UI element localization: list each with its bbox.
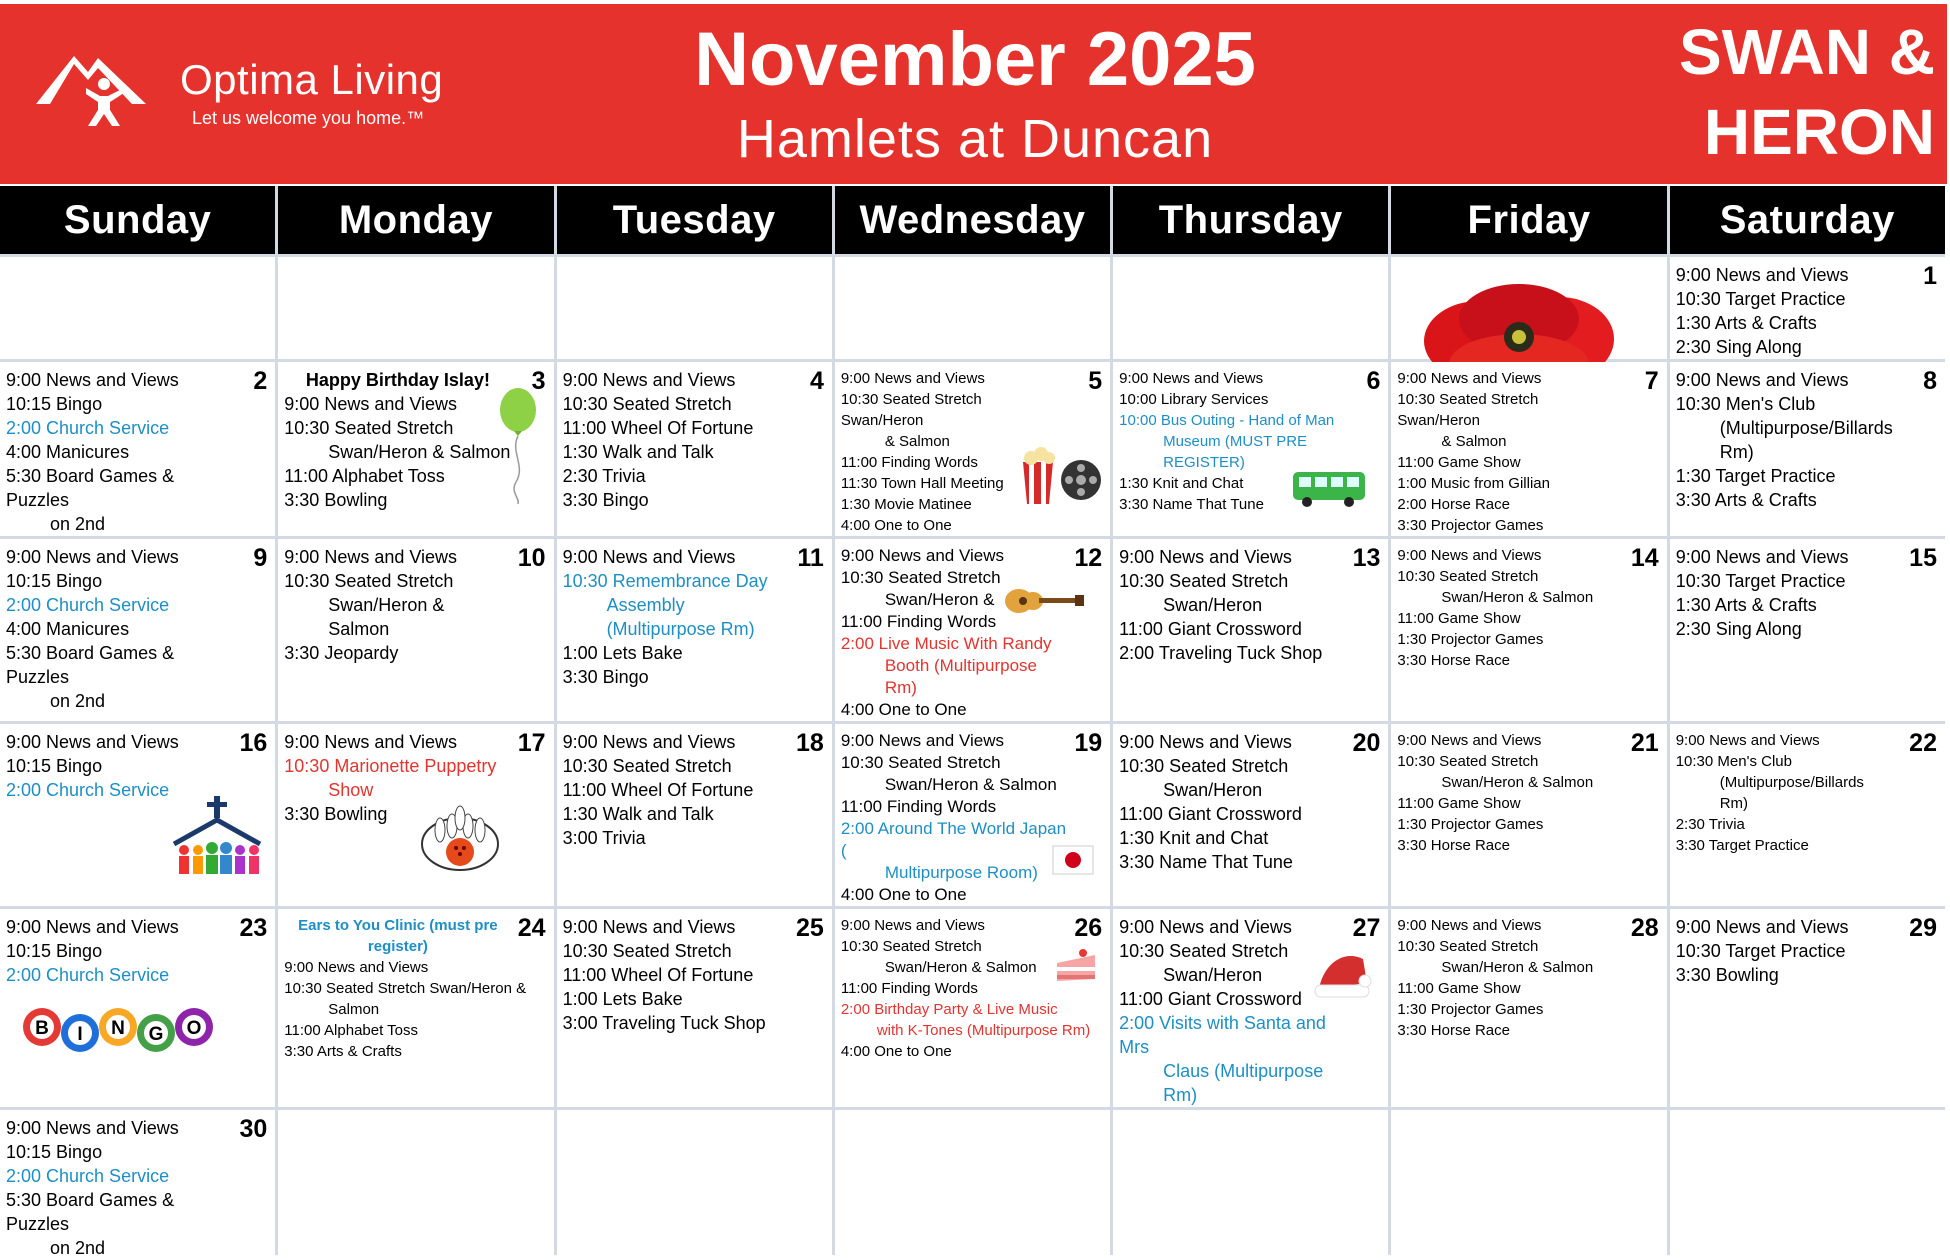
event: 9:00 News and Views — [1397, 370, 1542, 387]
event: on 2nd — [50, 514, 106, 534]
empty-day-cell — [557, 257, 832, 359]
event: Swan/Heron & Salmon — [1441, 774, 1594, 791]
event: 11:00 Giant Crossword — [1119, 804, 1302, 824]
day-number: 23 — [239, 914, 268, 942]
event: 4:00 Manicures — [6, 442, 130, 462]
empty-day-cell — [1113, 257, 1388, 359]
event: 9:00 News and Views — [284, 547, 458, 567]
month-title: November 2025 — [694, 17, 1256, 102]
event: 9:00 News and Views — [840, 917, 985, 934]
event: 3:30 Bowling — [284, 804, 388, 824]
day-number: 18 — [796, 729, 824, 757]
event: 10:15 Bingo — [6, 571, 103, 591]
event: Swan/Heron — [1163, 595, 1263, 615]
day-number: 2 — [253, 367, 268, 395]
event: Rm) — [1719, 795, 1749, 812]
day-number: 30 — [239, 1115, 268, 1143]
event: 2:30 Sing Along — [1675, 619, 1802, 639]
event: 11:00 Finding Words — [840, 454, 978, 471]
event: 2:30 Sing Along — [1675, 337, 1802, 357]
day-number: 19 — [1074, 729, 1103, 757]
event: 3:00 Trivia — [562, 828, 646, 848]
day-cell-24 — [278, 909, 553, 1107]
event: 2:00 Birthday Party & Live Music — [840, 1001, 1058, 1018]
empty-day-cell — [1391, 1110, 1666, 1260]
day-cell-2 — [0, 362, 275, 536]
event: 9:00 News and Views — [1675, 732, 1820, 749]
mountain-person-icon — [36, 44, 176, 129]
day-number: 9 — [253, 544, 268, 572]
event: 4:00 One to One — [840, 885, 967, 904]
event: 10:00 Bus Outing - Hand of Man — [1119, 412, 1335, 429]
event: 10:30 Remembrance Day — [562, 571, 768, 591]
day-cell-3 — [278, 362, 553, 536]
church-family-icon — [170, 794, 266, 878]
day-number: 12 — [1074, 544, 1103, 572]
event: 9:00 News and Views — [1397, 547, 1542, 564]
event: 11:00 Game Show — [1397, 610, 1521, 627]
event: 10:30 Target Practice — [1675, 941, 1846, 961]
day-number: 11 — [797, 544, 824, 572]
event: Swan/Heron & — [884, 590, 995, 609]
event: 11:00 Wheel Of Fortune — [562, 965, 754, 985]
balloon-icon — [496, 386, 540, 506]
day-number: 22 — [1909, 729, 1937, 757]
location-subtitle: Hamlets at Duncan — [736, 109, 1214, 169]
day-cell-22 — [1670, 724, 1945, 906]
event: 9:00 News and Views — [840, 546, 1005, 565]
day-number: 13 — [1352, 544, 1381, 572]
event: 1:30 Arts & Crafts — [1675, 595, 1817, 615]
event: 9:00 News and Views — [1119, 917, 1292, 937]
event: 3:30 Horse Race — [1397, 652, 1510, 669]
event: 9:00 News and Views — [284, 394, 458, 414]
event: 5:30 Board Games & Puzzles — [6, 643, 175, 687]
event: 10:30 Seated Stretch — [1397, 753, 1539, 770]
event: 1:30 Projector Games — [1397, 816, 1544, 833]
event: 2:00 Church Service — [6, 965, 170, 985]
day-number: 21 — [1630, 729, 1659, 757]
event: 9:00 News and Views — [6, 732, 179, 752]
event: 9:00 News and Views — [840, 370, 985, 387]
event: REGISTER) — [1163, 454, 1245, 471]
event: 1:30 Projector Games — [1397, 631, 1544, 648]
event: 10:30 Seated Stretch — [1397, 938, 1539, 955]
event: Rm) — [1719, 442, 1754, 462]
event: 10:15 Bingo — [6, 756, 103, 776]
event: Swan/Heron & Salmon — [884, 775, 1057, 794]
event: & Salmon — [884, 433, 950, 450]
event: Swan/Heron & Salmon — [1441, 589, 1594, 606]
day-cell-16 — [0, 724, 275, 906]
day-cell-4 — [557, 362, 832, 536]
event: 3:30 Bingo — [562, 667, 649, 687]
day-cell-14 — [1391, 539, 1666, 721]
event: 9:00 News and Views — [6, 547, 179, 567]
day-number: 20 — [1352, 729, 1381, 757]
event: 2:00 Around The World Japan ( — [840, 819, 1067, 860]
day-cell-8 — [1670, 362, 1945, 536]
day-number: 25 — [796, 914, 824, 942]
event: 11:00 Finding Words — [840, 797, 997, 816]
event: 9:00 News and Views — [1675, 265, 1849, 285]
day-number: 8 — [1923, 367, 1937, 395]
event: 1:00 Lets Bake — [562, 989, 683, 1009]
day-cell-15 — [1670, 539, 1945, 721]
empty-day-cell — [278, 1110, 553, 1260]
bingo-balls-icon — [20, 1005, 220, 1053]
event: 2:30 Trivia — [562, 466, 646, 486]
movie-popcorn-icon — [1019, 446, 1103, 506]
event: 10:30 Seated Stretch — [1119, 571, 1289, 591]
empty-day-cell — [835, 1110, 1110, 1260]
event: 9:00 News and Views — [284, 732, 458, 752]
event: 10:30 Seated Stretch — [1397, 568, 1539, 585]
event: 5:30 Board Games & Puzzles — [6, 466, 175, 510]
event: 1:30 Target Practice — [1675, 466, 1836, 486]
event: 11:00 Alphabet Toss — [284, 1022, 418, 1039]
event: Swan/Heron & Salmon — [1441, 959, 1594, 976]
event: 10:30 Seated Stretch — [562, 756, 732, 776]
unit-line-1: SWAN & — [1679, 16, 1935, 88]
event: 9:00 News and Views — [284, 959, 429, 976]
day-number: 26 — [1074, 914, 1103, 942]
optima-living-logo — [36, 44, 456, 154]
brand-name: Optima Living — [180, 56, 444, 103]
event: 9:00 News and Views — [1675, 547, 1849, 567]
event: 11:00 Giant Crossword — [1119, 619, 1302, 639]
bingo-letter: I — [77, 1024, 83, 1045]
day-header-sunday: Sunday — [0, 186, 275, 254]
event: Swan/Heron & Salmon — [884, 959, 1037, 976]
day-cell-6 — [1113, 362, 1388, 536]
event: 10:30 Seated Stretch — [562, 394, 732, 414]
day-cell-19 — [835, 724, 1110, 906]
event: (Multipurpose/Billards — [1719, 774, 1864, 791]
event: 10:30 Seated Stretch — [840, 568, 1001, 587]
event: 2:00 Visits with Santa and Mrs — [1119, 1013, 1326, 1057]
event: 2:30 Trivia — [1675, 816, 1745, 833]
event: 9:00 News and Views — [1397, 917, 1542, 934]
event: & Salmon — [1441, 433, 1507, 450]
event: 9:00 News and Views — [1675, 370, 1849, 390]
event: 3:30 Horse Race — [1397, 837, 1510, 854]
event: 10:30 Seated Stretch — [562, 941, 732, 961]
event: Swan/Heron — [1163, 965, 1263, 985]
day-number: 16 — [239, 729, 268, 757]
event: Ears to You Clinic (must pre — [298, 917, 498, 934]
event: 10:30 Seated Stretch — [284, 571, 454, 591]
day-cell-20 — [1113, 724, 1388, 906]
event: 1:30 Knit and Chat — [1119, 828, 1269, 848]
event: 10:30 Seated Stretch — [840, 753, 1001, 772]
event: 9:00 News and Views — [562, 370, 736, 390]
event: 10:30 Men's Club — [1675, 753, 1792, 770]
day-cell-27 — [1113, 909, 1388, 1107]
event: 3:30 Target Practice — [1675, 837, 1809, 854]
day-number: 5 — [1088, 367, 1103, 395]
calendar-header — [0, 4, 1947, 184]
event: 1:00 Music from Gillian — [1397, 475, 1550, 492]
event: 9:00 News and Views — [562, 917, 736, 937]
event: 9:00 News and Views — [6, 370, 179, 390]
event: 2:00 Horse Race — [1397, 496, 1510, 513]
japan-flag-icon — [1053, 846, 1093, 874]
empty-day-cell — [557, 1110, 832, 1260]
day-cell-23 — [0, 909, 275, 1107]
event: 9:00 News and Views — [562, 732, 736, 752]
empty-day-cell — [278, 257, 553, 359]
day-cell-12 — [835, 539, 1110, 721]
event: 1:30 Walk and Talk — [562, 804, 714, 824]
day-number: 7 — [1644, 367, 1659, 395]
event: 9:00 News and Views — [1675, 917, 1849, 937]
event: 9:00 News and Views — [6, 1118, 179, 1138]
unit-line-2: HERON — [1703, 96, 1935, 168]
bowling-icon — [418, 798, 502, 874]
day-header-friday: Friday — [1391, 186, 1666, 254]
day-header-monday: Monday — [278, 186, 553, 254]
day-number: 6 — [1366, 367, 1381, 395]
event: 10:30 Seated Stretch — [1119, 756, 1289, 776]
bingo-letter: G — [148, 1024, 164, 1045]
day-number: 1 — [1923, 262, 1937, 290]
event: 1:30 Movie Matinee — [840, 496, 972, 513]
guitar-icon — [1003, 583, 1085, 617]
event: 2:00 Live Music With Randy — [840, 634, 1052, 653]
day-cell-1 — [1670, 257, 1945, 359]
day-cell-26 — [835, 909, 1110, 1107]
event: Happy Birthday Islay! — [305, 370, 490, 390]
day-cell-13 — [1113, 539, 1388, 721]
event: 1:30 Walk and Talk — [562, 442, 714, 462]
day-number: 15 — [1909, 544, 1937, 572]
event: 2:00 Church Service — [6, 780, 170, 800]
day-number: 28 — [1630, 914, 1659, 942]
bingo-letter: B — [35, 1018, 49, 1039]
event: 10:30 Seated Stretch — [840, 938, 982, 955]
calendar-grid — [0, 186, 1945, 1258]
event: 9:00 News and Views — [1119, 370, 1264, 387]
event: 4:00 One to One — [840, 517, 952, 534]
day-number: 4 — [809, 367, 824, 395]
event: on 2nd — [50, 1238, 106, 1258]
day-number: 10 — [517, 544, 546, 572]
day-cell-17 — [278, 724, 553, 906]
empty-day-cell — [1670, 1110, 1945, 1260]
day-number: 24 — [517, 914, 546, 942]
event: 11:00 Game Show — [1397, 795, 1521, 812]
event: 1:30 Arts & Crafts — [1675, 313, 1817, 333]
event: with K-Tones (Multipurpose Rm) — [876, 1022, 1091, 1039]
event: 10:00 Library Services — [1119, 391, 1269, 408]
day-cell-9 — [0, 539, 275, 721]
empty-day-cell — [1113, 1110, 1388, 1260]
event: Swan/Heron — [1163, 780, 1263, 800]
santa-hat-icon — [1313, 945, 1373, 1001]
event: 9:00 News and Views — [1119, 732, 1292, 752]
event: 9:00 News and Views — [1119, 547, 1292, 567]
event: (Multipurpose/Billards — [1719, 418, 1893, 438]
event: 5:30 Board Games & Puzzles — [6, 1190, 175, 1234]
empty-day-cell — [835, 257, 1110, 359]
event: register) — [367, 938, 428, 955]
day-number: 14 — [1630, 544, 1659, 572]
event: 1:00 Lets Bake — [562, 643, 683, 663]
event: 4:00 One to One — [840, 700, 967, 719]
day-number: 27 — [1352, 914, 1381, 942]
event: 3:30 Bowling — [284, 490, 388, 510]
event: 1:30 Knit and Chat — [1119, 475, 1244, 492]
event: 11:30 Town Hall Meeting — [840, 475, 1004, 492]
event: 10:30 Seated Stretch — [1119, 941, 1289, 961]
event: 2:00 Traveling Tuck Shop — [1119, 643, 1323, 663]
event: 9:00 News and Views — [562, 547, 736, 567]
event: Salmon — [328, 1001, 380, 1018]
event: 3:30 Jeopardy — [284, 643, 399, 663]
event: Booth (Multipurpose Rm) — [884, 656, 1037, 697]
day-cell-18 — [557, 724, 832, 906]
event: 3:00 Traveling Tuck Shop — [562, 1013, 766, 1033]
event: 10:15 Bingo — [6, 1142, 103, 1162]
event: Swan/Heron & — [328, 595, 445, 615]
event: 10:15 Bingo — [6, 394, 103, 414]
day-cell-5 — [835, 362, 1110, 536]
event: 2:00 Church Service — [6, 595, 170, 615]
event: 4:00 One to One — [840, 1043, 952, 1060]
day-header-wednesday: Wednesday — [835, 186, 1110, 254]
day-number: 29 — [1909, 914, 1937, 942]
event: 3:30 Bowling — [1675, 965, 1779, 985]
day-cell-21 — [1391, 724, 1666, 906]
event: 10:30 Seated Stretch Swan/Heron — [1397, 391, 1539, 429]
event: 10:30 Men's Club — [1675, 394, 1816, 414]
day-cell-28 — [1391, 909, 1666, 1107]
event: Show — [328, 780, 374, 800]
event: 11:00 Finding Words — [840, 612, 997, 631]
event: 9:00 News and Views — [840, 731, 1005, 750]
event: 10:30 Target Practice — [1675, 289, 1846, 309]
event: 11:00 Wheel Of Fortune — [562, 780, 754, 800]
day-cell-25 — [557, 909, 832, 1107]
day-number: 17 — [517, 729, 546, 757]
event: Multipurpose Room) — [884, 863, 1038, 882]
brand-tagline: Let us welcome you home.™ — [192, 108, 425, 128]
event: 10:30 Seated Stretch Swan/Heron & — [284, 980, 527, 997]
event: 3:30 Bingo — [562, 490, 649, 510]
event: 1:30 Projector Games — [1397, 1001, 1544, 1018]
day-cell-10 — [278, 539, 553, 721]
event: 11:00 Finding Words — [840, 980, 978, 997]
event: Salmon — [328, 619, 390, 639]
day-cell-7 — [1391, 362, 1666, 536]
day-number: 3 — [531, 367, 546, 395]
day-cell-30 — [0, 1110, 275, 1260]
bingo-letter: N — [111, 1018, 125, 1039]
event: Claus (Multipurpose Rm) — [1163, 1061, 1324, 1105]
event: Assembly — [606, 595, 685, 615]
bingo-letter: O — [186, 1018, 202, 1039]
day-cell-29 — [1670, 909, 1945, 1107]
event: 4:00 Manicures — [6, 619, 130, 639]
event: 10:30 Marionette Puppetry — [284, 756, 497, 776]
day-header-thursday: Thursday — [1113, 186, 1388, 254]
event: 3:30 Name That Tune — [1119, 496, 1264, 513]
event: 2:00 Church Service — [6, 1166, 170, 1186]
event: 10:30 Target Practice — [1675, 571, 1846, 591]
event: Swan/Heron & Salmon — [328, 442, 511, 462]
cake-icon — [1053, 945, 1099, 985]
unit-name — [1635, 12, 1935, 172]
event: 9:00 News and Views — [1397, 732, 1542, 749]
bus-icon — [1289, 466, 1369, 510]
empty-day-cell — [0, 257, 275, 359]
day-cell-11 — [557, 539, 832, 721]
event: 11:00 Game Show — [1397, 980, 1521, 997]
day-header-saturday: Saturday — [1670, 186, 1945, 254]
event: 3:30 Projector Games — [1397, 517, 1544, 534]
event: 10:30 Seated Stretch — [284, 418, 454, 438]
event: 9:00 News and Views — [6, 917, 179, 937]
event: 11:00 Wheel Of Fortune — [562, 418, 754, 438]
event: 2:00 Church Service — [6, 418, 170, 438]
event: 11:00 Alphabet Toss — [284, 466, 445, 486]
event: 11:00 Giant Crossword — [1119, 989, 1302, 1009]
event: 3:30 Arts & Crafts — [1675, 490, 1817, 510]
event: Museum (MUST PRE — [1163, 433, 1308, 450]
empty-day-cell-poppy — [1391, 257, 1666, 359]
event: (Multipurpose Rm) — [606, 619, 755, 639]
event: 10:15 Bingo — [6, 941, 103, 961]
event: 3:30 Name That Tune — [1119, 852, 1293, 872]
event: on 2nd — [50, 691, 106, 711]
event: 10:30 Seated Stretch Swan/Heron — [840, 391, 982, 429]
day-header-tuesday: Tuesday — [557, 186, 832, 254]
event: 3:30 Arts & Crafts — [284, 1043, 402, 1060]
event: 11:00 Game Show — [1397, 454, 1521, 471]
event: 3:30 Horse Race — [1397, 1022, 1510, 1039]
